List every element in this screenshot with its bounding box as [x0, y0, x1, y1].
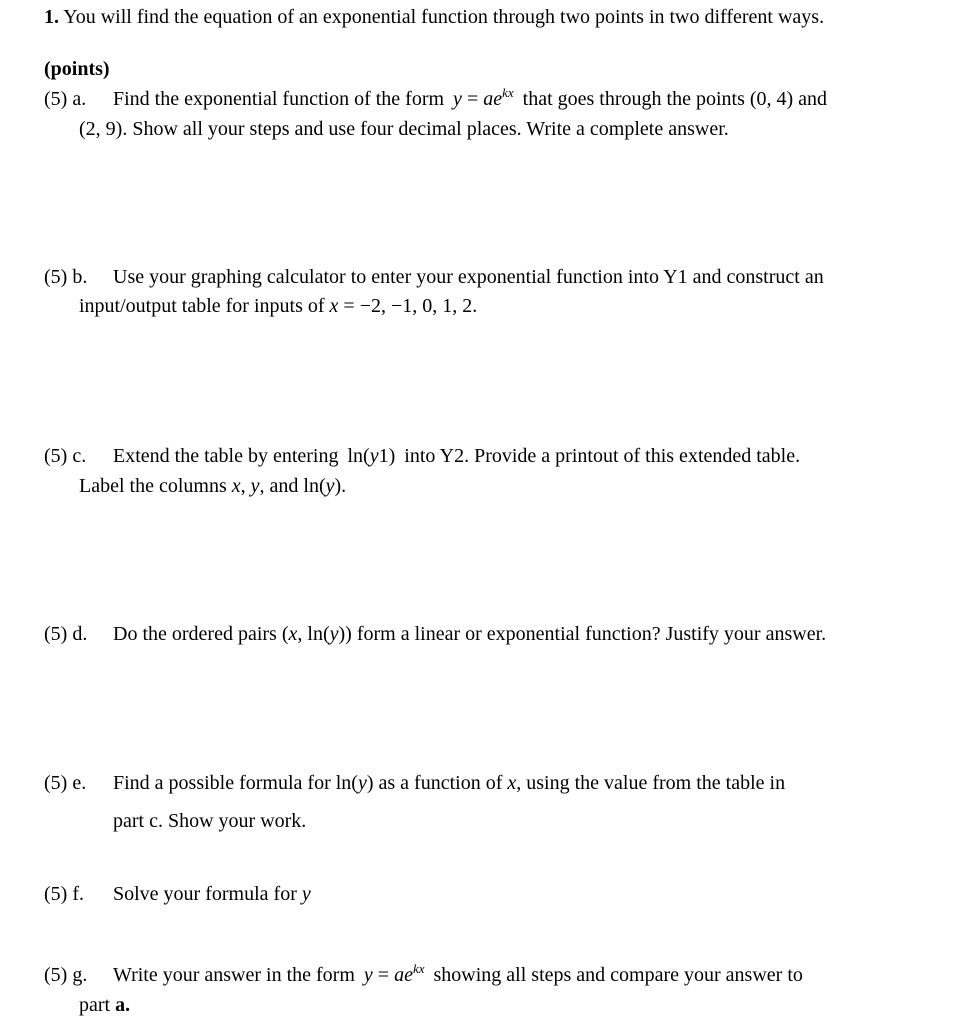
part-a-text-pre: Find the exponential function of the form	[113, 88, 445, 110]
part-f-label: (5) f.	[44, 883, 84, 905]
part-b-line1	[44, 264, 824, 290]
part-g-label: (5) g.	[44, 964, 88, 986]
question-number: 1.	[44, 6, 59, 28]
part-f-line: (5) f. Solve your formula for y	[44, 883, 311, 905]
part-e-label: (5) e.	[44, 772, 87, 794]
part-g-line1: (5) g. Write your answer in the form $y = ae^{kx}$ showing all steps and compare your answer to	[44, 961, 803, 986]
part-b-line2: input/output table for inputs of x = −2, −1, 0, 1, 2.	[79, 295, 478, 317]
part-e-line2: part c. Show your work.	[113, 810, 307, 832]
part-c-ln-y1: ln(y1)	[347, 445, 396, 467]
part-d-line: (5) d. Do the ordered pairs (x, ln(y)) form a linear or exponential function? Justify your answer.	[44, 623, 827, 645]
part-c-line2: Label the columns x, y, and ln(y).	[79, 475, 347, 497]
points-heading: (points)	[44, 58, 110, 80]
part-a-line1	[44, 86, 827, 112]
question-intro: You will find the equation of an exponential function through two points in two different ways.	[63, 6, 825, 28]
part-g-equation: $y = ae^{kx}$	[363, 961, 425, 986]
part-b-label: (5) b.	[44, 266, 88, 288]
part-d-label: (5) d.	[44, 623, 88, 645]
part-a-line2: (2, 9). Show all your steps and use four decimal places. Write a complete answer.	[79, 118, 729, 140]
part-a-equation: $y = ae^{kx}$	[453, 85, 514, 110]
part-c-label: (5) c.	[44, 445, 87, 467]
question-header	[44, 4, 824, 30]
part-c-line1: (5) c. Extend the table by entering ln(y1) into Y2. Provide a printout of this extended table.	[44, 445, 801, 467]
part-g-line2: part a.	[79, 994, 131, 1016]
part-e-line1: (5) e. Find a possible formula for ln(y) as a function of x, using the value from the table in	[44, 772, 786, 794]
part-b-text: Use your graphing calculator to enter your exponential function into Y1 and construct an	[113, 266, 824, 288]
part-a-label: (5) a.	[44, 88, 87, 110]
part-a-text-post: that goes through the points (0, 4) and	[522, 88, 828, 110]
